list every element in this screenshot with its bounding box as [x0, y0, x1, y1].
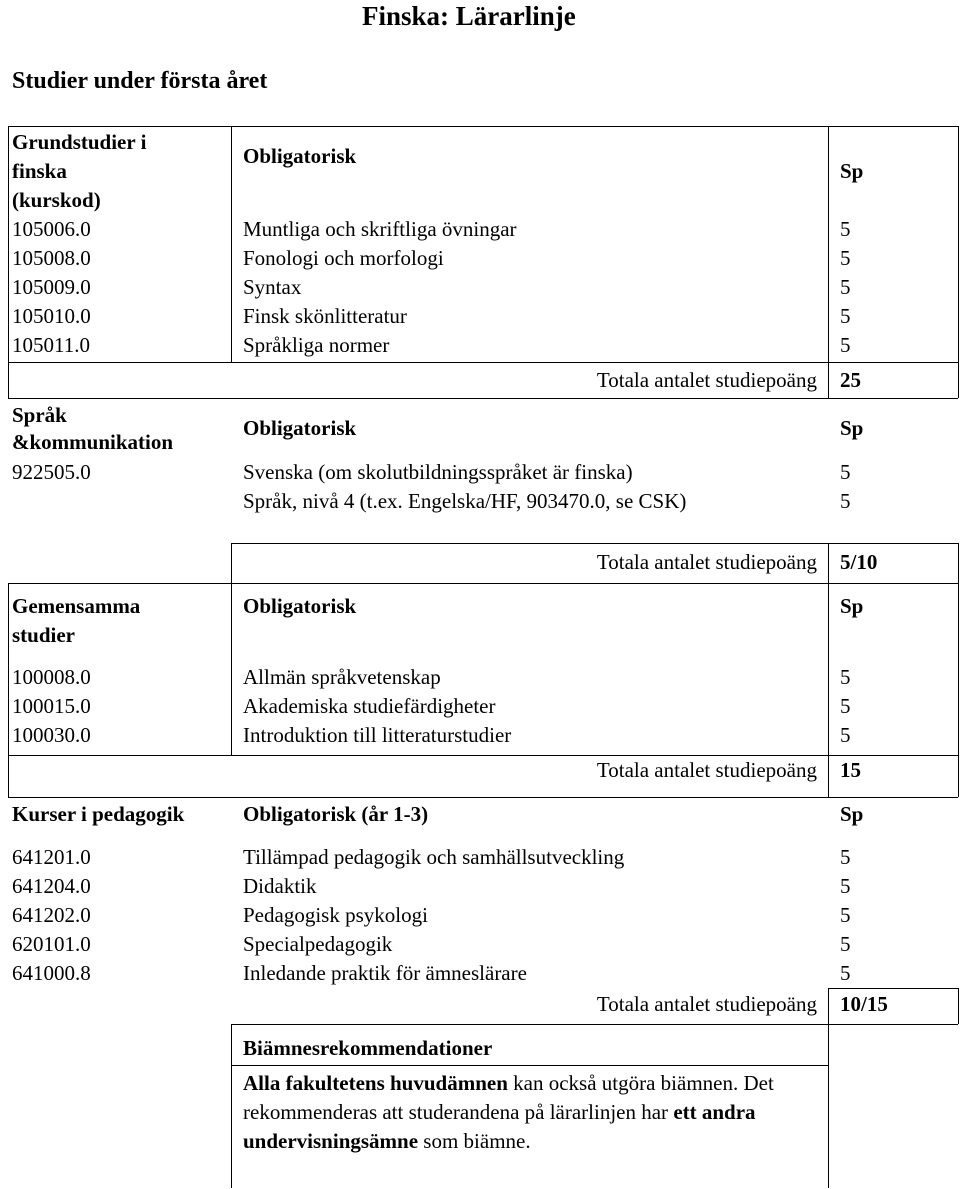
- section-heading-sprak: Språk &kommunikation: [12, 403, 174, 454]
- course-name: Tillämpad pedagogik och samhällsutveckling: [243, 845, 625, 869]
- course-sp: 5: [840, 304, 851, 328]
- course-code: 641000.8: [12, 961, 91, 985]
- table-border-left: [8, 126, 9, 398]
- biamnen-note-text: kan också utgöra biämnen. Det rekommenderas att studerandena på lärarlinjen har: [243, 1071, 774, 1124]
- column-divider: [828, 126, 829, 398]
- course-code-column: [12, 843, 91, 988]
- course-sp-column: [840, 663, 851, 750]
- course-sp: 5: [840, 333, 851, 357]
- table-border-left: [231, 1024, 232, 1188]
- sp-column-header: Sp: [840, 802, 864, 826]
- total-value: 5/10: [840, 550, 878, 574]
- row-divider: [8, 797, 958, 798]
- course-sp: 5: [840, 665, 851, 689]
- total-label: Totala antalet studiepoäng: [596, 550, 817, 574]
- course-code: 105011.0: [12, 333, 90, 357]
- course-code: 105010.0: [12, 304, 91, 328]
- course-sp: 5: [840, 217, 851, 241]
- course-sp: 5: [840, 275, 851, 299]
- course-sp-column: [840, 215, 851, 360]
- course-name: Syntax: [243, 275, 302, 299]
- column-divider: [231, 583, 232, 755]
- course-sp: 5: [840, 874, 851, 898]
- course-code: 641202.0: [12, 903, 91, 927]
- sp-column-header: Sp: [840, 416, 864, 440]
- sp-column-header: Sp: [840, 594, 864, 618]
- course-sp-column: [840, 843, 851, 988]
- course-sp: 5: [840, 932, 851, 956]
- column-divider: [231, 543, 232, 583]
- column-divider: [231, 126, 232, 362]
- course-sp: 5: [840, 723, 851, 747]
- course-sp: 5: [840, 246, 851, 270]
- row-divider: [8, 398, 958, 399]
- course-name: Inledande praktik för ämneslärare: [243, 961, 527, 985]
- course-code: 105009.0: [12, 275, 91, 299]
- sp-column-header: Sp: [840, 159, 864, 183]
- course-name: Språk, nivå 4 (t.ex. Engelska/HF, 903470.0, se CSK): [243, 489, 687, 513]
- row-divider: [8, 583, 958, 584]
- total-label: Totala antalet studiepoäng: [596, 758, 817, 782]
- course-name: Pedagogisk psykologi: [243, 903, 428, 927]
- table-border-right: [958, 988, 959, 1024]
- course-name: Akademiska studiefärdigheter: [243, 694, 496, 718]
- course-sp: 5: [840, 460, 851, 484]
- course-sp: 5: [840, 489, 851, 513]
- biamnen-heading: Biämnesrekommendationer: [243, 1036, 493, 1060]
- biamnen-note-bold: ett andra undervisningsämne: [243, 1100, 756, 1153]
- course-name-column: [243, 843, 624, 988]
- course-sp: 5: [840, 845, 851, 869]
- course-name: Specialpedagogik: [243, 932, 393, 956]
- course-name: Allmän språkvetenskap: [243, 665, 441, 689]
- course-code: 100015.0: [12, 694, 91, 718]
- course-name: Svenska (om skolutbildningsspråket är finska): [243, 460, 633, 484]
- course-code-column: [12, 663, 91, 750]
- course-sp-column: [840, 458, 851, 516]
- section-type: Obligatorisk: [243, 144, 357, 168]
- section-heading-pedagogik: Kurser i pedagogik: [12, 802, 185, 826]
- biamnen-note-text: som biämne.: [418, 1129, 531, 1153]
- course-code: 641201.0: [12, 845, 91, 869]
- row-divider: [231, 1065, 828, 1066]
- course-name-column: [243, 215, 517, 360]
- document-subtitle: Studier under första året: [12, 68, 268, 94]
- course-code-column: [12, 215, 91, 360]
- course-sp: 5: [840, 961, 851, 985]
- section-heading-grundstudier: Grundstudier i finska (kurskod): [12, 130, 147, 212]
- course-name: Fonologi och morfologi: [243, 246, 444, 270]
- total-value: 10/15: [840, 992, 888, 1016]
- course-code: 922505.0: [12, 460, 91, 484]
- course-name: Språkliga normer: [243, 333, 390, 357]
- total-label: Totala antalet studiepoäng: [596, 992, 817, 1016]
- table-border-top: [828, 988, 958, 989]
- course-name: Finsk skönlitteratur: [243, 304, 407, 328]
- section-heading-gemensamma: Gemensamma studier: [12, 594, 141, 647]
- total-value: 15: [840, 758, 861, 782]
- course-code: 105006.0: [12, 217, 91, 241]
- total-value: 25: [840, 368, 861, 392]
- course-code: 620101.0: [12, 932, 91, 956]
- table-border-top: [8, 126, 958, 127]
- course-name: Introduktion till litteraturstudier: [243, 723, 512, 747]
- course-sp: 5: [840, 903, 851, 927]
- course-code: 641204.0: [12, 874, 91, 898]
- table-border-top: [231, 543, 958, 544]
- course-name-column: [243, 663, 511, 750]
- table-border-right: [958, 543, 959, 797]
- table-border-left: [8, 583, 9, 797]
- course-name: Muntliga och skriftliga övningar: [243, 217, 517, 241]
- section-type: Obligatorisk (år 1-3): [243, 802, 429, 826]
- column-divider: [828, 543, 829, 797]
- row-divider: [231, 1024, 958, 1025]
- course-code: 105008.0: [12, 246, 91, 270]
- column-divider: [828, 1024, 829, 1188]
- column-divider: [828, 988, 829, 1024]
- section-type: Obligatorisk: [243, 416, 357, 440]
- section-type: Obligatorisk: [243, 594, 357, 618]
- document-title: Finska: Lärarlinje: [362, 1, 576, 31]
- course-name-column: [243, 458, 686, 516]
- biamnen-note: [243, 1069, 823, 1156]
- table-border-right: [958, 126, 959, 398]
- row-divider: [8, 362, 958, 363]
- course-code: 100030.0: [12, 723, 91, 747]
- course-code: 100008.0: [12, 665, 91, 689]
- course-sp: 5: [840, 694, 851, 718]
- course-name: Didaktik: [243, 874, 317, 898]
- total-label: Totala antalet studiepoäng: [596, 368, 817, 392]
- biamnen-note-bold: Alla fakultetens huvudämnen: [243, 1071, 508, 1095]
